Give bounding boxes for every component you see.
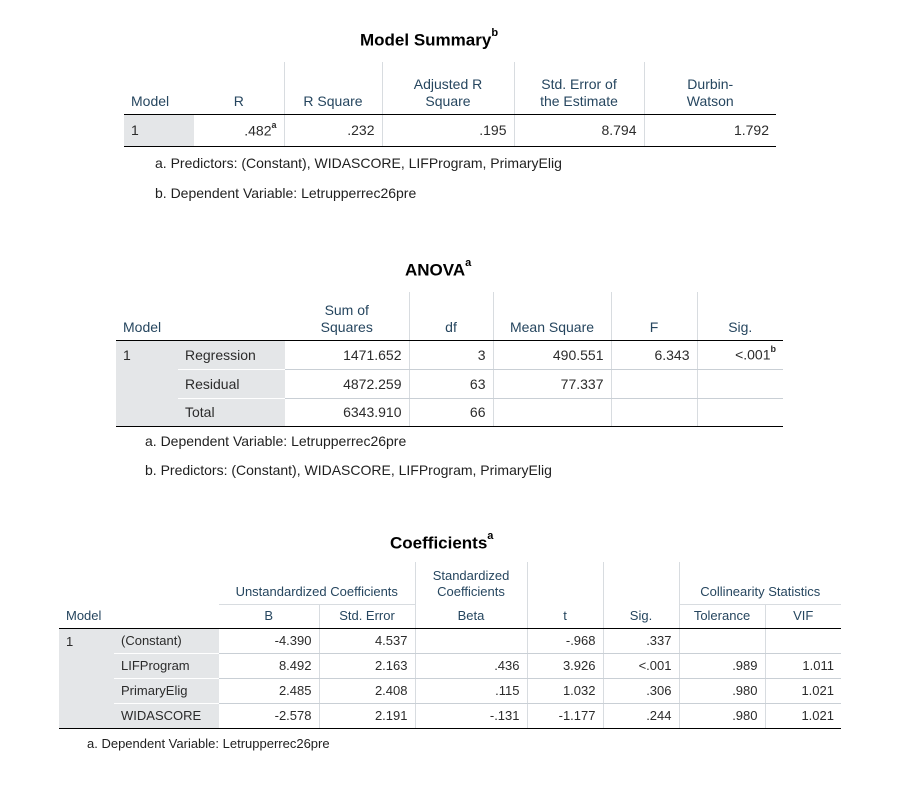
coef-header-t: t [527,604,603,628]
coef-header-tolerance: Tolerance [679,604,765,628]
coef-beta [415,628,527,653]
coef-header-unstandardized: Unstandardized Coefficients [235,583,398,599]
coef-tolerance: .980 [679,703,765,728]
coef-beta: .436 [415,653,527,678]
header-r-square: R Square [284,62,382,114]
r-value: .482$^a$ [194,114,284,146]
coef-header-model: Model [59,604,114,628]
anova-f [611,369,697,398]
coef-header-vif: VIF [765,604,841,628]
coef-t: 3.926 [527,653,603,678]
model-summary-title-footnote: b [491,27,499,39]
header-std-error-estimate: Std. Error of the Estimate [514,62,644,114]
coef-header-beta: Beta [415,604,527,628]
model-label: 1 [124,114,194,146]
anova-header-mean-square: Mean Square [493,292,611,340]
anova-header-sum-of-squares: Sum of Squares [285,292,409,340]
table-row [59,628,841,653]
coef-b: -2.578 [219,703,319,728]
model-summary-note-b: b. Dependent Variable: Letrupperrec26pre [155,185,417,201]
anova-header-df: df [409,292,493,340]
anova-title: ANOVA$^a$ [405,257,472,280]
model-summary-title: Model Summary$^b$ [360,27,499,50]
header-model: Model [124,62,194,114]
coefficients-title: Coefficients$^a$ [390,530,494,553]
adj-r-square-value: .195 [382,114,514,146]
coef-vif [765,628,841,653]
coef-header-sig: Sig. [603,604,679,628]
coef-sig: .244 [603,703,679,728]
anova-f: 6.343 [611,340,697,369]
coef-t: -1.177 [527,703,603,728]
coefficients-table [59,562,841,729]
coef-sig: .337 [603,628,679,653]
coefficients-title-footnote: a [487,530,494,542]
r-square-value: .232 [284,114,382,146]
coef-b: 8.492 [219,653,319,678]
coef-b: 2.485 [219,678,319,703]
coef-t: 1.032 [527,678,603,703]
coef-beta: .115 [415,678,527,703]
anova-note-a: a. Dependent Variable: Letrupperrec26pre [145,433,407,449]
coef-header-b: B [219,604,319,628]
anova-df: 63 [409,369,493,398]
anova-header-f: F [611,292,697,340]
table-row [116,340,783,369]
coefficients-note-a: a. Dependent Variable: Letrupperrec26pre [87,736,330,751]
anova-header-sig: Sig. [697,292,783,340]
coef-row-label: LIFProgram [114,653,219,678]
coef-header-collinearity: Collinearity Statistics [679,562,841,604]
coef-sig: <.001 [603,653,679,678]
coef-model-label: 1 [59,628,114,728]
coef-header-standardized: Standardized Coefficients [415,562,527,604]
anova-sig: <.001$^b$ [697,340,783,369]
anova-ms [493,398,611,426]
anova-row-label: Residual [178,369,285,398]
coef-se: 4.537 [319,628,415,653]
header-adjusted-r-square: Adjusted R Square [382,62,514,114]
coef-se: 2.163 [319,653,415,678]
coef-tolerance: .989 [679,653,765,678]
coef-row-label: (Constant) [114,628,219,653]
coef-tolerance: .980 [679,678,765,703]
table-row [116,398,783,426]
table-row [116,369,783,398]
anova-ms: 77.337 [493,369,611,398]
header-durbin-watson: Durbin- Watson [644,62,776,114]
model-summary-table [124,62,776,147]
anova-header-model: Model [116,292,178,340]
anova-ss: 4872.259 [285,369,409,398]
coef-se: 2.408 [319,678,415,703]
anova-f [611,398,697,426]
durbin-watson-value: 1.792 [644,114,776,146]
coef-vif: 1.011 [765,653,841,678]
coef-b: -4.390 [219,628,319,653]
coef-vif: 1.021 [765,678,841,703]
anova-ss: 6343.910 [285,398,409,426]
table-row [59,703,841,728]
coef-se: 2.191 [319,703,415,728]
coef-t: -.968 [527,628,603,653]
anova-row-label: Regression [178,340,285,369]
anova-ms: 490.551 [493,340,611,369]
anova-row-label: Total [178,398,285,426]
coef-vif: 1.021 [765,703,841,728]
anova-sig [697,398,783,426]
header-r: R [194,62,284,114]
model-summary-note-a: a. Predictors: (Constant), WIDASCORE, LIFProgram, PrimaryElig [155,155,562,171]
coef-row-label: PrimaryElig [114,678,219,703]
anova-note-b: b. Predictors: (Constant), WIDASCORE, LIFProgram, PrimaryElig [145,462,552,478]
anova-sig [697,369,783,398]
table-row [59,678,841,703]
coef-beta: -.131 [415,703,527,728]
coef-sig: .306 [603,678,679,703]
anova-df: 66 [409,398,493,426]
anova-model-label: 1 [116,340,178,426]
coef-header-std-error: Std. Error [319,604,415,628]
std-error-value: 8.794 [514,114,644,146]
anova-title-footnote: a [465,257,472,269]
coef-row-label: WIDASCORE [114,703,219,728]
anova-ss: 1471.652 [285,340,409,369]
table-row [124,114,776,146]
anova-df: 3 [409,340,493,369]
table-row [59,653,841,678]
anova-table [116,292,783,427]
coef-tolerance [679,628,765,653]
